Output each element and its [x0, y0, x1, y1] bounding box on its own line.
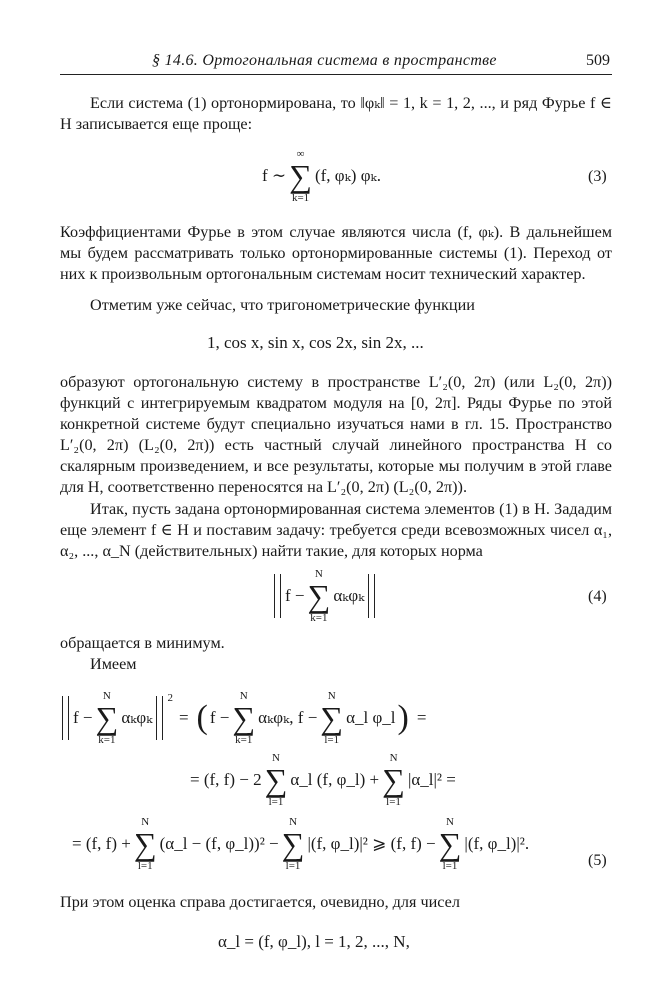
norm-bar-left	[274, 574, 281, 618]
paragraph-7	[60, 654, 612, 675]
equation-5-line-3: = (f, f) + N ∑ l=1 (α_l − (f, φ_l))² − N ∑ l=1 |(f, φ_l)|² ⩾ (f, f) − N ∑ l=1 |(f, φ_l)|².	[72, 816, 530, 872]
equation-3	[262, 148, 381, 204]
paragraph-text: Отметим уже сейчас, что тригонометрические функции	[90, 296, 475, 314]
page-number: 509	[586, 52, 610, 69]
equation-number-3: (3)	[588, 168, 607, 185]
paragraph-5	[60, 499, 612, 562]
equation-4: f − N ∑ k=1 αₖφₖ	[270, 568, 379, 624]
norm-bar-right	[368, 574, 375, 618]
equation-5-line-1: f − N ∑ k=1 αₖφₖ $^2$ = ( f − N ∑ k=1 αₖφₖ, f − N ∑ l=1 α_l φ_l ) =	[58, 690, 426, 746]
paragraph-text: Если система (1) ортонормирована, то ‖φₖ‖ = 1, k = 1, 2, ..., и ряд Фурье f ∈ H записывается еще проще:	[60, 94, 612, 133]
paragraph-8	[60, 892, 612, 913]
eq3-body: (f, φₖ) φₖ.	[314, 166, 381, 185]
summation-sign: ∞ ∑ k=1	[289, 148, 312, 204]
equation-5-line-2: = (f, f) − 2 N ∑ l=1 α_l (f, φ_l) + N ∑ l=1 |α_l|² =	[190, 752, 456, 808]
paragraph-4	[60, 372, 612, 498]
eq3-lhs: f ∼	[262, 166, 287, 185]
paragraph-text: образуют ортогональную систему в пространстве L′₂(0, 2π) (или L₂(0, 2π)) функций с интегрируемым квадратом модуля на [0, 2π]. Ряды Фурье по этой конкретной системе будут специально изучаться нами в гл. 15. Пространство L′₂(0, 2π) (L₂(0, 2π)) есть частный случай линейного пространства H со скалярным произведением, и все результаты, которые мы получим в этой главе для H, соответственно переносятся на L′₂(0, 2π) (L₂(0, 2π)).	[60, 373, 612, 496]
final-equation: α_l = (f, φ_l), l = 1, 2, ..., N,	[218, 932, 410, 951]
paragraph-2	[60, 222, 612, 285]
section-title: § 14.6. Ортогональная система в пространстве	[152, 52, 497, 69]
summation-sign: N ∑ k=1	[307, 568, 331, 624]
running-header	[60, 50, 612, 75]
paragraph-text: Имеем	[90, 655, 137, 673]
paragraph-6	[60, 633, 612, 654]
equation-number-4: (4)	[588, 588, 607, 605]
paragraph-text: При этом оценка справа достигается, очевидно, для чисел	[60, 893, 460, 911]
paragraph-1	[60, 93, 612, 135]
paragraph-text: обращается в минимум.	[60, 634, 225, 652]
paragraph-3	[60, 295, 612, 316]
paragraph-text: Итак, пусть задана ортонормированная система элементов (1) в H. Зададим еще элемент f ∈ H и поставим задачу: требуется среди всевозможных чисел α₁, α₂, ..., α_N (действительных) найти такие, для которых норма	[60, 500, 612, 560]
trig-functions-equation: 1, cos x, sin x, cos 2x, sin 2x, ...	[207, 333, 424, 352]
paragraph-text: Коэффициентами Фурье в этом случае являются числа (f, φₖ). В дальнейшем мы будем рассматривать только ортонормированные системы (1). Переход от них к произвольным ортогональным системам носит технический характер.	[60, 223, 612, 283]
equation-number-5: (5)	[588, 852, 607, 869]
